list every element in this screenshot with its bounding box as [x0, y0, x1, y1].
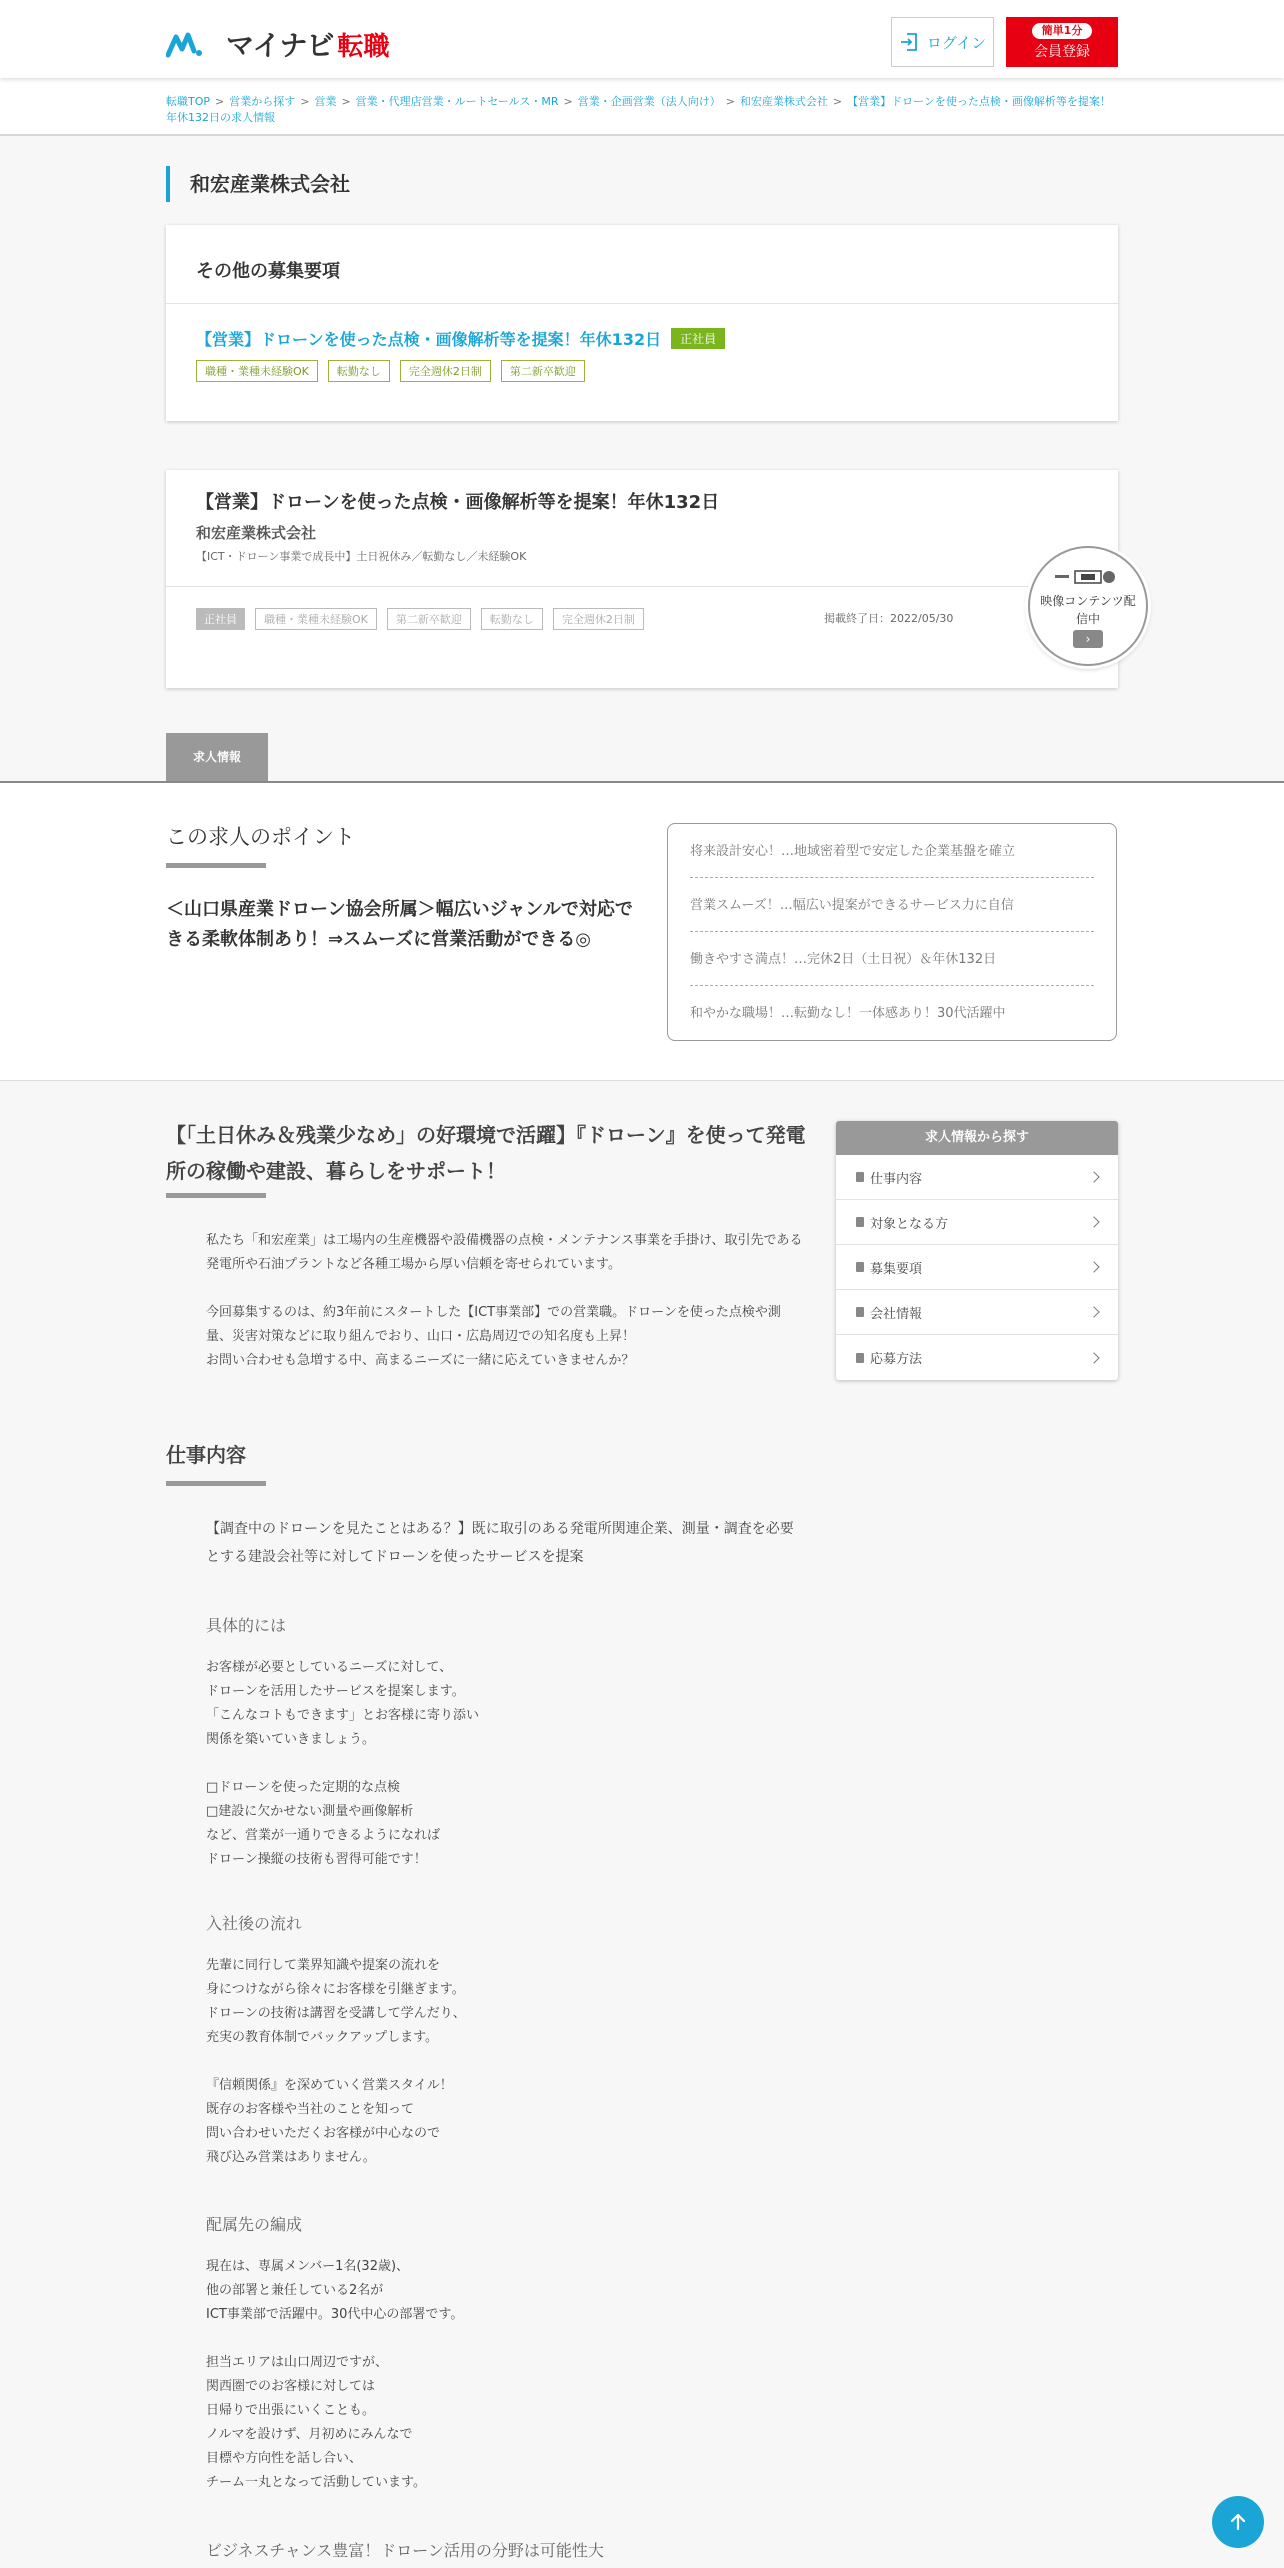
document-icon — [856, 1262, 864, 1272]
breadcrumb-item[interactable]: 和宏産業株式会社 — [739, 95, 828, 108]
document-icon — [856, 1217, 864, 1227]
divider — [166, 303, 1118, 304]
mynavi-logo-icon — [166, 29, 224, 59]
breadcrumb-item-current[interactable]: 【営業】ドローンを使った点検・画像解析等を提案！年休132日の求人情報 — [166, 95, 1111, 124]
register-pill: 簡単1分 — [1032, 23, 1093, 39]
login-button[interactable] — [891, 17, 994, 67]
breadcrumb-separator: > — [563, 95, 573, 108]
job-summary-card — [166, 470, 1118, 688]
point-item: 営業スムーズ！…幅広い提案ができるサービス力に自信 — [690, 878, 1094, 932]
work-section-title: 仕事内容 — [166, 1443, 246, 1467]
work-body: 現在は、専属メンバー1名(32歳)、 他の部署と兼任している2名が ICT事業部で活躍中。30代中心の部署です。 担当エリアは山口周辺ですが、 関西圏でのお客様に対しては 日帰りで出張にいくことも。 ノルマを設けず、月初めにみんなで 目標や方向性を話し合い、 チーム一丸となって活動しています。 — [206, 2259, 464, 2490]
sidebar-item-work[interactable] — [836, 1155, 1118, 1200]
job-catch: 【ICT・ドローン事業で成長中】土日祝休み／転勤なし／未経験OK — [196, 550, 527, 563]
site-header — [0, 0, 1284, 78]
feature-tag: 転勤なし — [481, 608, 543, 630]
work-subheading: 入社後の流れ — [206, 1914, 303, 1933]
breadcrumb — [166, 94, 1118, 126]
feature-tag: 完全週休2日制 — [400, 360, 491, 382]
feature-tag: 職種・業種未経験OK — [255, 608, 377, 630]
other-job-link[interactable] — [196, 327, 725, 350]
other-jobs-title: その他の募集要項 — [196, 261, 340, 282]
sidebar-title: 求人情報から探す — [836, 1121, 1118, 1155]
main-content — [0, 1081, 1284, 2568]
work-body: 先輩に同行して業界知識や提案の流れを 身につけながら徐々にお客様を引継ぎます。 ドローンの技術は講習を受講して学んだり、 充実の教育体制でバックアップします。 『信頼関係』を深めていく営業スタイル！ 既存のお客様や当社のことを知って 問い合わせいただくお客様が中心なので 飛び込み営業はありません。 — [206, 1958, 466, 2165]
other-job-title[interactable]: 【営業】ドローンを使った点検・画像解析等を提案！年休132日 — [196, 330, 662, 349]
document-icon — [856, 1353, 864, 1363]
breadcrumb-item[interactable]: 営業から探す — [229, 95, 296, 108]
breadcrumb-separator: > — [341, 95, 351, 108]
sidebar-item-label: 会社情報 — [870, 1306, 923, 1322]
feature-tag: 転勤なし — [328, 360, 390, 382]
job-title: 【営業】ドローンを使った点検・画像解析等を提案！年休132日 — [196, 492, 720, 513]
sidebar-item-label: 応募方法 — [870, 1352, 923, 1367]
title-underline — [166, 1481, 266, 1486]
other-jobs-card — [166, 225, 1118, 421]
other-job-tags — [196, 360, 585, 382]
page-top-button[interactable] — [1212, 2496, 1264, 2548]
breadcrumb-separator: > — [300, 95, 310, 108]
work-body: お客様が必要としているニーズに対して、 ドローンを活用したサービスを提案します。 「こんなコトもできます」とお客様に寄り添い 関係を築いていきましょう。 □ドローンを使った定期的な点検 □建設に欠かせない測量や画像解析 など、営業が一通りできるようになれば ドローン操縦の技術も習得可能です！ — [206, 1660, 480, 1867]
feature-tag: 第二新卒歓迎 — [501, 360, 585, 382]
feature-tag: 職種・業種未経験OK — [196, 360, 318, 382]
login-icon — [899, 32, 919, 52]
employment-badge: 正社員 — [671, 328, 725, 349]
video-camera-icon — [1053, 568, 1123, 586]
arrow-up-icon — [1228, 2512, 1248, 2532]
feature-tag: 完全週休2日制 — [553, 608, 644, 630]
login-label: ログイン — [926, 33, 987, 52]
breadcrumb-separator: > — [725, 95, 735, 108]
feature-tag: 第二新卒歓迎 — [387, 608, 471, 630]
register-label: 会員登録 — [1034, 44, 1090, 60]
work-subheading: 配属先の編成 — [206, 2215, 303, 2234]
video-content-badge[interactable] — [1028, 546, 1148, 666]
title-underline — [166, 1193, 266, 1198]
sidebar-item-company[interactable] — [836, 1290, 1118, 1335]
sidebar-item-label: 仕事内容 — [870, 1171, 923, 1187]
sidebar-item-target[interactable] — [836, 1200, 1118, 1245]
chevron-right-icon: › — [1073, 630, 1103, 648]
register-button[interactable] — [1006, 17, 1118, 67]
point-item: 働きやすさ満点！…完休2日（土日祝）＆年休132日 — [690, 932, 1094, 986]
intro-text: 私たち「和宏産業」は工場内の生産機器や設備機器の点検・メンテナンス事業を手掛け、取引先である発電所や石油プラントなど各種工場から厚い信頼を寄せられています。 今回募集するのは、約3年前にスタートした【ICT事業部】での営業職。ドローンを使った点検や測量、災害対策などに取り組んでおり、山口・広島周辺での知名度も上昇！ お問い合わせも急増する中、高まるニーズに一緒に応えていきませんか？ — [206, 1233, 803, 1368]
job-points-section — [0, 783, 1284, 1081]
breadcrumb-item[interactable]: 営業・企画営業（法人向け） — [577, 95, 721, 108]
title-underline — [166, 863, 266, 868]
breadcrumb-item[interactable]: 転職TOP — [166, 95, 211, 108]
work-lead: 【調査中のドローンを見たことはある？】既に取引のある発電所関連企業、測量・調査を必要とする建設会社等に対してドローンを使ったサービスを提案 — [206, 1521, 794, 1565]
sidebar-item-requirements[interactable] — [836, 1245, 1118, 1290]
company-heading: 和宏産業株式会社 — [166, 166, 350, 202]
points-title: この求人のポイント — [166, 825, 355, 849]
breadcrumb-separator: > — [832, 95, 843, 108]
sidebar-item-label: 対象となる方 — [870, 1216, 949, 1232]
employment-badge: 正社員 — [196, 608, 245, 630]
breadcrumb-item[interactable]: 営業・代理店営業・ルートセールス・MR — [355, 95, 559, 108]
job-company: 和宏産業株式会社 — [196, 524, 317, 542]
breadcrumb-bar — [0, 78, 1284, 136]
chevron-right-icon — [1088, 1171, 1099, 1182]
chevron-right-icon — [1088, 1216, 1099, 1227]
logo-sub-text: 転職 — [337, 31, 390, 62]
point-item: 将来設計安心！…地域密着型で安定した企業基盤を確立 — [690, 824, 1094, 878]
points-list — [667, 823, 1117, 1041]
work-subheading: 具体的には — [206, 1616, 287, 1635]
point-item: 和やかな職場！…転勤なし！一体感あり！30代活躍中 — [690, 1006, 1006, 1021]
main-catch-copy: 【「土日休み＆残業少なめ」の好環境で活躍】『ドローン』を使って発電所の稼働や建設、暮らしをサポート！ — [166, 1123, 806, 1183]
tab-bar — [0, 733, 1284, 783]
site-logo[interactable] — [166, 24, 389, 64]
work-subheading: ビジネスチャンス豊富！ドローン活用の分野は可能性大 — [206, 2541, 604, 2560]
points-lead: ＜山口県産業ドローン協会所属＞幅広いジャンルで対応できる柔軟体制あり！⇒スムーズに営業活動ができる◎ — [166, 899, 633, 950]
sidebar-item-label: 募集要項 — [870, 1261, 923, 1277]
logo-text: マイナビ — [226, 29, 334, 62]
breadcrumb-item[interactable]: 営業 — [314, 95, 337, 108]
sidebar-job-nav — [836, 1121, 1118, 1380]
chevron-right-icon — [1088, 1261, 1099, 1272]
posting-end-date: 掲載終了日：2022/05/30 — [824, 612, 954, 625]
tab-job-info[interactable]: 求人情報 — [166, 733, 268, 781]
divider — [166, 586, 1118, 587]
document-icon — [856, 1172, 864, 1182]
job-tags — [196, 608, 644, 630]
breadcrumb-separator: > — [215, 95, 225, 108]
document-icon — [856, 1307, 864, 1317]
sidebar-item-apply[interactable] — [836, 1335, 1118, 1380]
video-content-label: 映像コンテンツ配信中 — [1040, 594, 1136, 626]
chevron-right-icon — [1088, 1306, 1099, 1317]
chevron-right-icon — [1088, 1352, 1099, 1363]
